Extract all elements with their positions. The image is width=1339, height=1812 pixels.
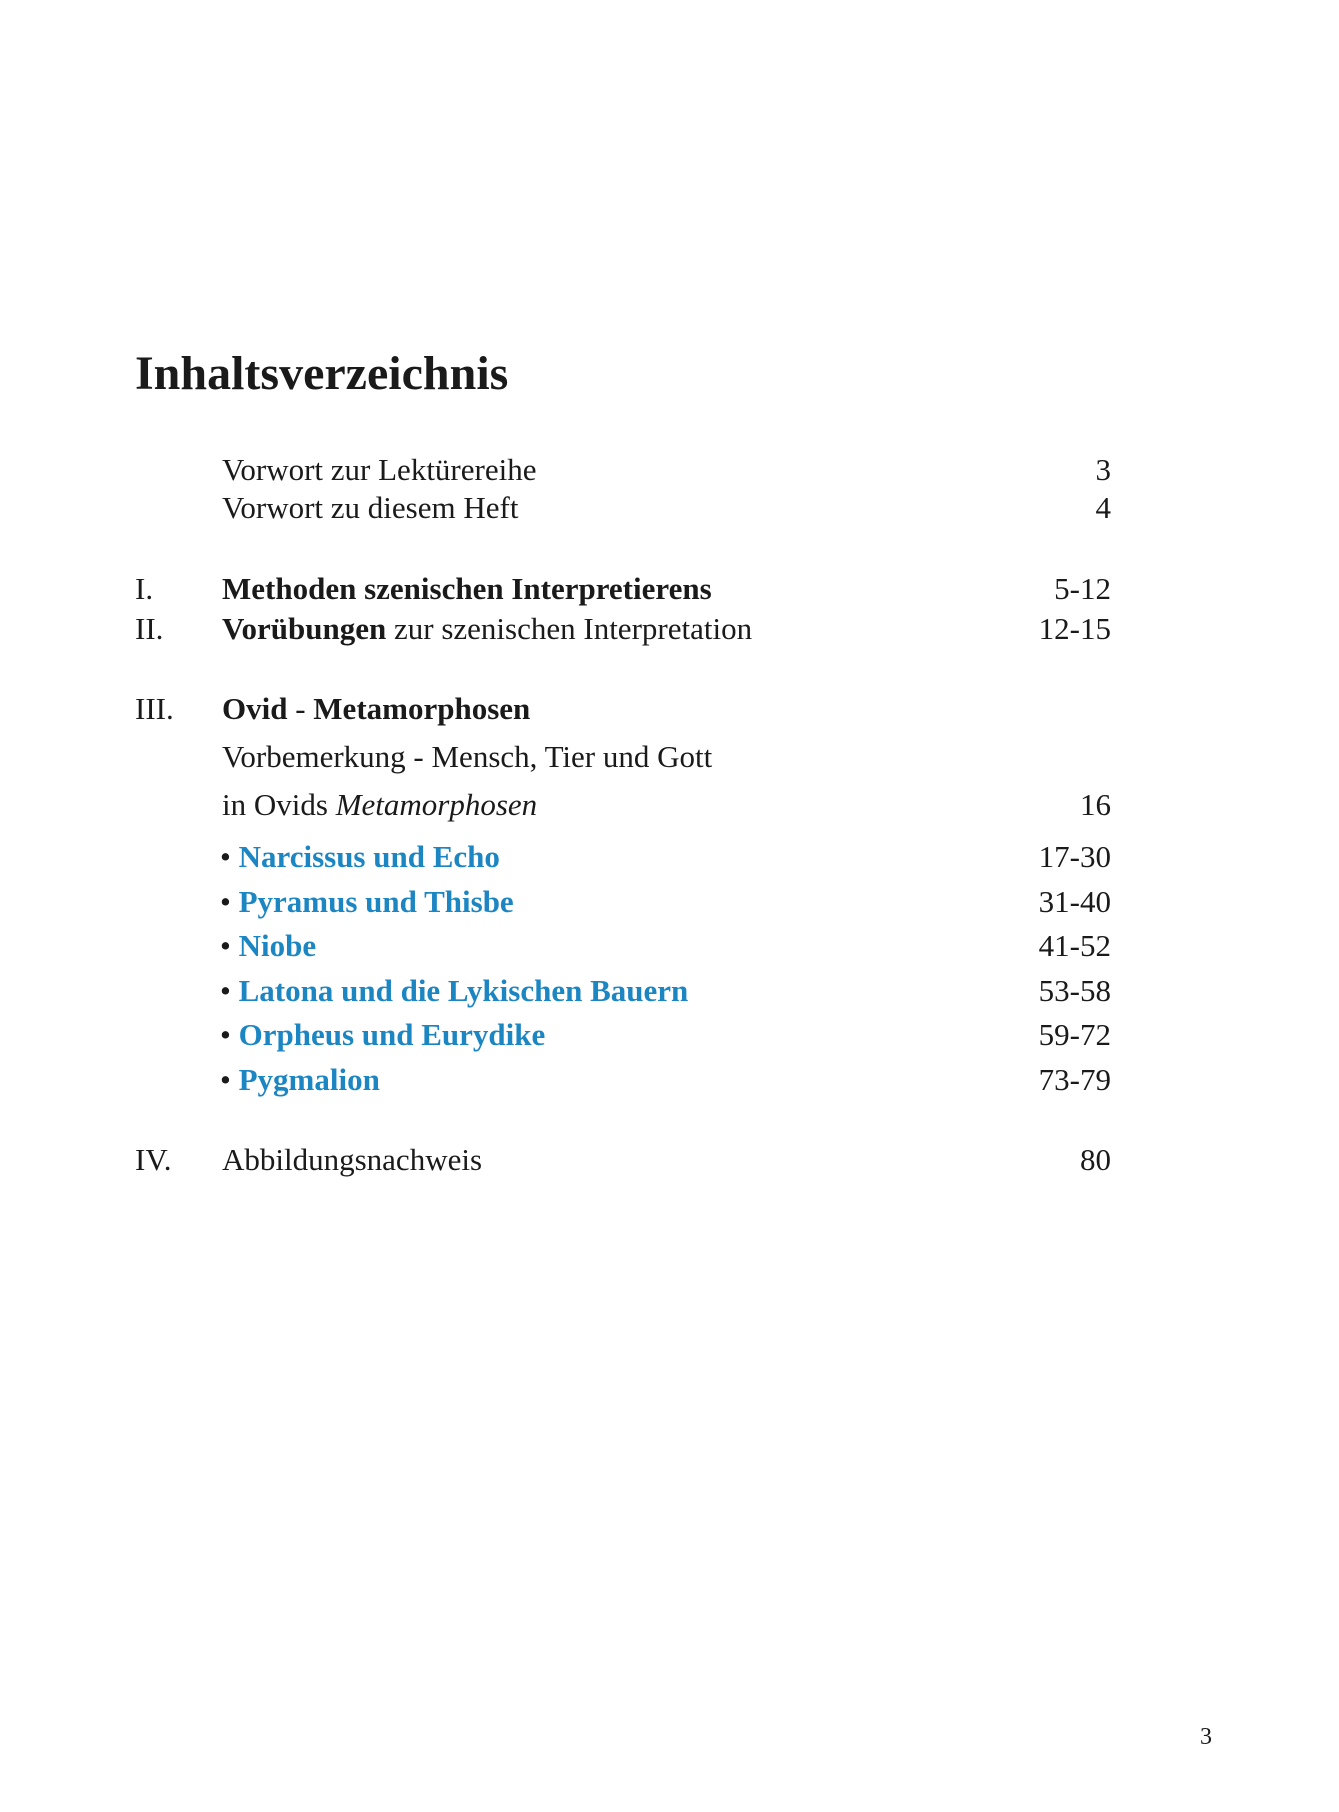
toc-entry-label: Vorwort zur Lektürereihe bbox=[222, 452, 537, 487]
section-numeral: II. bbox=[135, 611, 164, 646]
toc-entry-label bbox=[220, 837, 500, 877]
bullet: • bbox=[220, 973, 231, 1008]
story-link[interactable]: Pyramus und Thisbe bbox=[238, 884, 514, 919]
toc-row-section-4[interactable] bbox=[0, 1140, 1339, 1180]
toc-entry-page: 80 bbox=[1080, 1142, 1111, 1177]
toc-entry-page: 12-15 bbox=[1038, 611, 1111, 646]
section-numeral: IV. bbox=[135, 1142, 172, 1177]
story-link[interactable]: Orpheus und Eurydike bbox=[238, 1017, 546, 1052]
toc-entry-label-work: Metamorphosen bbox=[313, 691, 531, 726]
toc-entry-label-prefix: in Ovids bbox=[222, 787, 336, 822]
story-link[interactable]: Niobe bbox=[238, 928, 317, 963]
toc-entry-label: Abbildungsnachweis bbox=[222, 1142, 483, 1177]
toc-row-vorbemerkung-line-1[interactable] bbox=[0, 737, 1339, 777]
bullet: • bbox=[220, 884, 231, 919]
toc-entry-page: 3 bbox=[1095, 452, 1111, 487]
page-number: 3 bbox=[1200, 1724, 1212, 1750]
toc-entry-page: 73-79 bbox=[1038, 1062, 1111, 1097]
toc-entry-page: 17-30 bbox=[1038, 839, 1111, 874]
story-link[interactable]: Narcissus und Echo bbox=[238, 839, 500, 874]
toc-row-story[interactable] bbox=[0, 837, 1339, 877]
toc-entry-label-italic: Metamorphosen bbox=[335, 787, 538, 822]
toc-entry-label-separator: - bbox=[287, 691, 314, 726]
toc-row-story[interactable] bbox=[0, 1015, 1339, 1055]
toc-row-vorwort-reihe[interactable] bbox=[0, 450, 1339, 490]
toc-entry-page: 4 bbox=[1095, 490, 1111, 525]
bullet: • bbox=[220, 928, 231, 963]
toc-entry-label bbox=[220, 1060, 380, 1100]
toc-row-section-2[interactable] bbox=[0, 609, 1339, 649]
toc-row-story[interactable] bbox=[0, 1060, 1339, 1100]
toc-entry-label bbox=[222, 689, 530, 729]
toc-entry-page: 31-40 bbox=[1038, 884, 1111, 919]
bullet: • bbox=[220, 1017, 231, 1052]
bullet: • bbox=[220, 1062, 231, 1097]
story-link[interactable]: Latona und die Lykischen Bauern bbox=[238, 973, 689, 1008]
toc-row-story[interactable] bbox=[0, 971, 1339, 1011]
toc-entry-page: 53-58 bbox=[1038, 973, 1111, 1008]
toc-entry-label bbox=[220, 971, 688, 1011]
toc-entry-label: Vorbemerkung - Mensch, Tier und Gott bbox=[222, 739, 713, 774]
toc-row-story[interactable] bbox=[0, 882, 1339, 922]
toc-entry-label-rest: zur szenischen Interpretation bbox=[386, 611, 753, 646]
toc-row-story[interactable] bbox=[0, 926, 1339, 966]
toc-entry-label: Vorwort zu diesem Heft bbox=[222, 490, 519, 525]
toc-entry-label: Methoden szenischen Interpretierens bbox=[222, 571, 712, 606]
section-numeral: III. bbox=[135, 691, 174, 726]
toc-entry-label bbox=[220, 926, 316, 966]
toc-entry-page: 5-12 bbox=[1054, 571, 1111, 606]
toc-entry-label-author: Ovid bbox=[222, 691, 288, 726]
toc-entry-label bbox=[222, 609, 752, 649]
toc-row-vorbemerkung-line-2[interactable] bbox=[0, 785, 1339, 825]
toc-row-section-3[interactable] bbox=[0, 689, 1339, 729]
toc-entry-label bbox=[220, 1015, 545, 1055]
toc-entry-label bbox=[220, 882, 514, 922]
toc-entry-page: 41-52 bbox=[1038, 928, 1111, 963]
page-title: Inhaltsverzeichnis bbox=[135, 347, 509, 400]
toc-entry-page: 16 bbox=[1080, 787, 1111, 822]
toc-row-section-1[interactable] bbox=[0, 569, 1339, 609]
bullet: • bbox=[220, 839, 231, 874]
toc-row-vorwort-heft[interactable] bbox=[0, 488, 1339, 528]
toc-entry-page: 59-72 bbox=[1038, 1017, 1111, 1052]
toc-entry-label-bold: Vorübungen bbox=[222, 611, 387, 646]
toc-entry-label bbox=[222, 785, 537, 825]
story-link[interactable]: Pygmalion bbox=[238, 1062, 380, 1097]
section-numeral: I. bbox=[135, 571, 154, 606]
